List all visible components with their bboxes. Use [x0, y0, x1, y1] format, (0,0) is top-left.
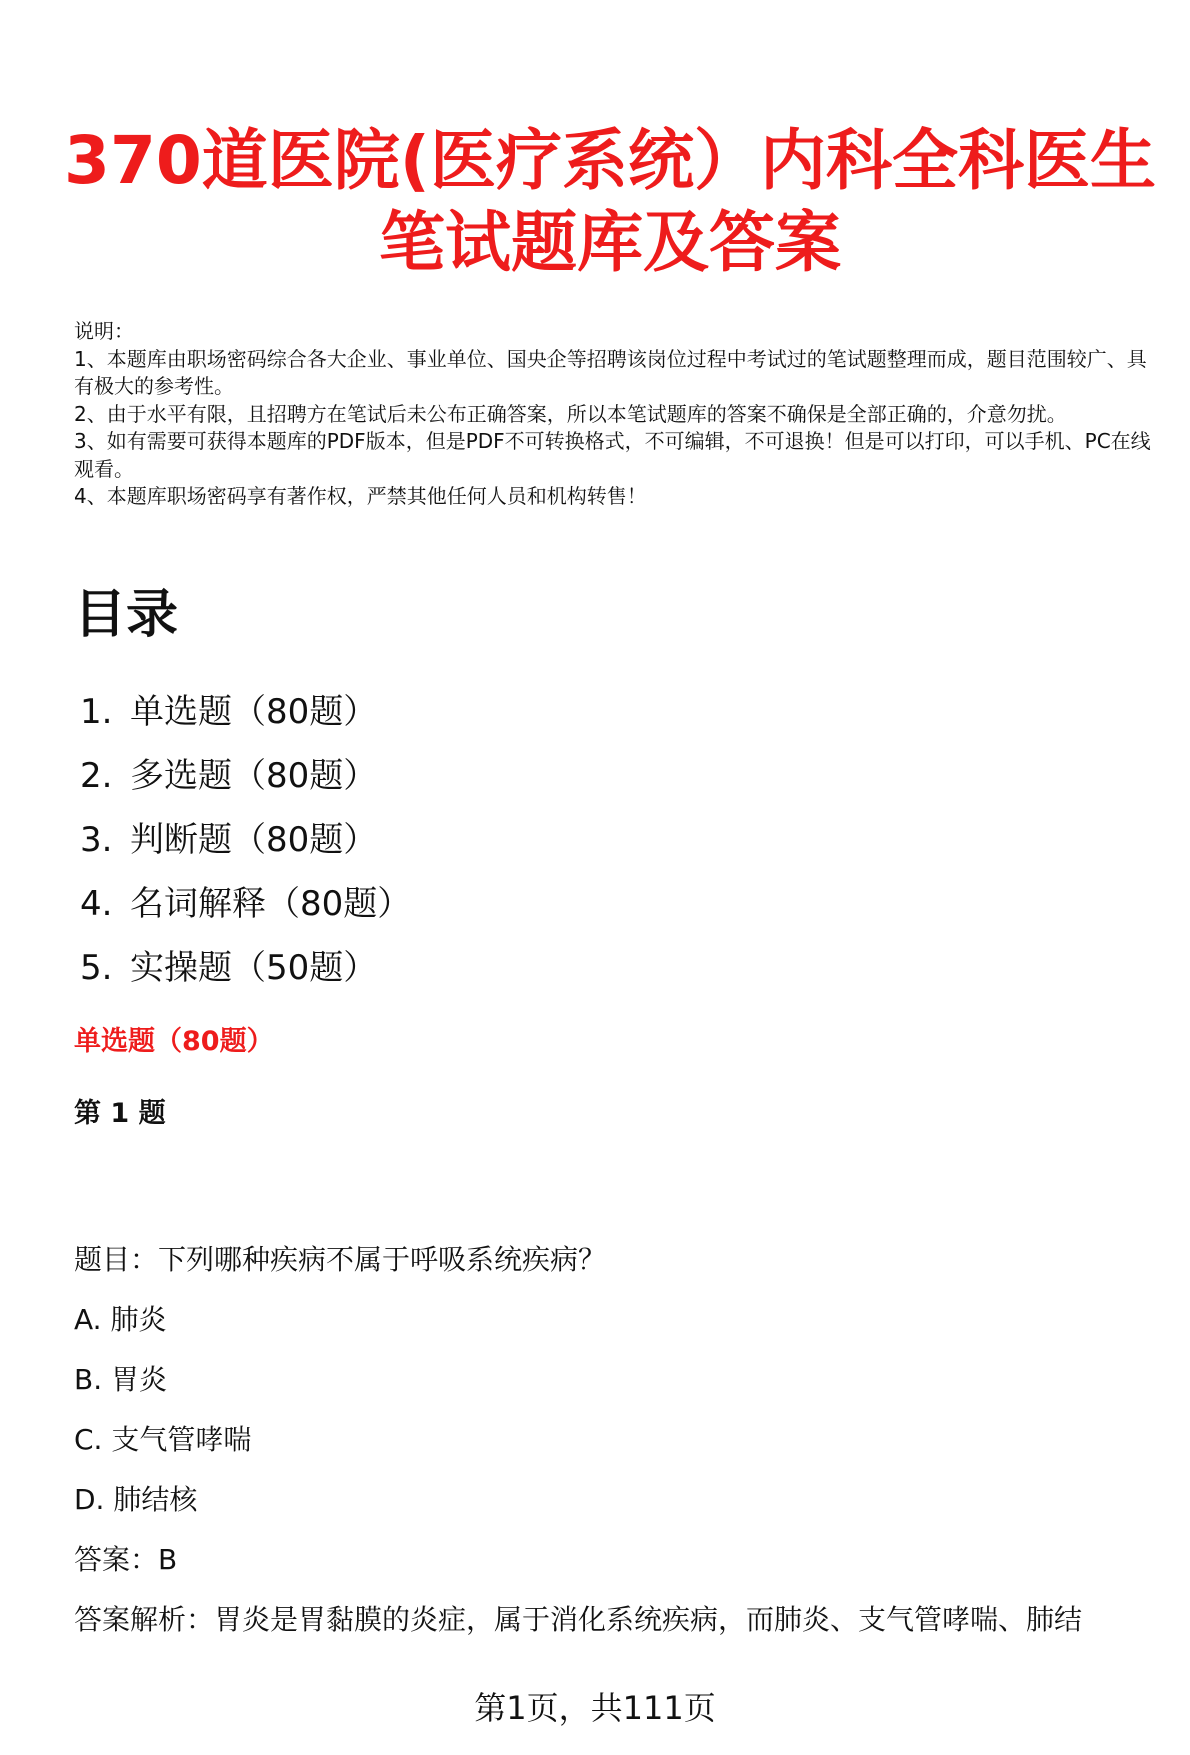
section-heading: 单选题（80题）	[74, 1026, 274, 1057]
option-a: A. 肺炎	[74, 1303, 167, 1336]
option-b: B. 胃炎	[74, 1363, 168, 1396]
toc-item-multiple-choice[interactable]	[80, 744, 411, 808]
notes-block	[74, 318, 1154, 511]
note-item: 2、由于水平有限，且招聘方在笔试后未公布正确答案，所以本笔试题库的答案不确保是全部正确的，介意勿扰。	[74, 401, 1067, 426]
document-title: 370道医院(医疗系统）内科全科医生笔试题库及答案	[64, 122, 1156, 281]
toc-item-number: 4.	[80, 884, 113, 924]
toc-heading: 目录	[74, 585, 179, 645]
toc-item-number: 2.	[80, 756, 113, 796]
option-d: D. 肺结核	[74, 1483, 198, 1516]
page-footer: 第1页，共111页	[474, 1689, 716, 1727]
note-item: 3、如有需要可获得本题库的PDF版本，但是PDF不可转换格式，不可编辑，不可退换！但是可以打印，可以手机、PC在线观看。	[74, 429, 1151, 481]
toc-item-label: 判断题（80题）	[130, 820, 378, 860]
toc-item-number: 1.	[80, 692, 113, 732]
toc-item-label: 实操题（50题）	[130, 948, 378, 988]
note-item: 1、本题库由职场密码综合各大企业、事业单位、国央企等招聘该岗位过程中考试过的笔试题整理而成，题目范围较广、具有极大的参考性。	[74, 346, 1147, 398]
toc-item-label: 单选题（80题）	[130, 692, 378, 732]
toc-item-label: 多选题（80题）	[130, 756, 378, 796]
question-number: 第 1 题	[74, 1098, 166, 1129]
toc-item-true-false[interactable]	[80, 808, 411, 872]
toc-item-label: 名词解释（80题）	[130, 884, 412, 924]
note-item: 4、本题库职场密码享有著作权，严禁其他任何人员和机构转售！	[74, 484, 647, 508]
question-stem: 题目：下列哪种疾病不属于呼吸系统疾病？	[74, 1243, 607, 1276]
toc-item-number: 5.	[80, 948, 113, 988]
toc-list	[80, 680, 411, 1000]
toc-item-term-definition[interactable]	[80, 872, 411, 936]
answer-line: 答案：B	[74, 1543, 178, 1576]
toc-item-number: 3.	[80, 820, 113, 860]
answer-explanation: 答案解析：胃炎是胃黏膜的炎症，属于消化系统疾病，而肺炎、支气管哮喘、肺结	[74, 1603, 1083, 1636]
toc-item-single-choice[interactable]	[80, 680, 411, 744]
toc-item-practical[interactable]	[80, 936, 411, 1000]
option-c: C. 支气管哮喘	[74, 1423, 252, 1456]
question-block	[74, 1240, 1164, 1660]
notes-label: 说明：	[74, 319, 134, 343]
